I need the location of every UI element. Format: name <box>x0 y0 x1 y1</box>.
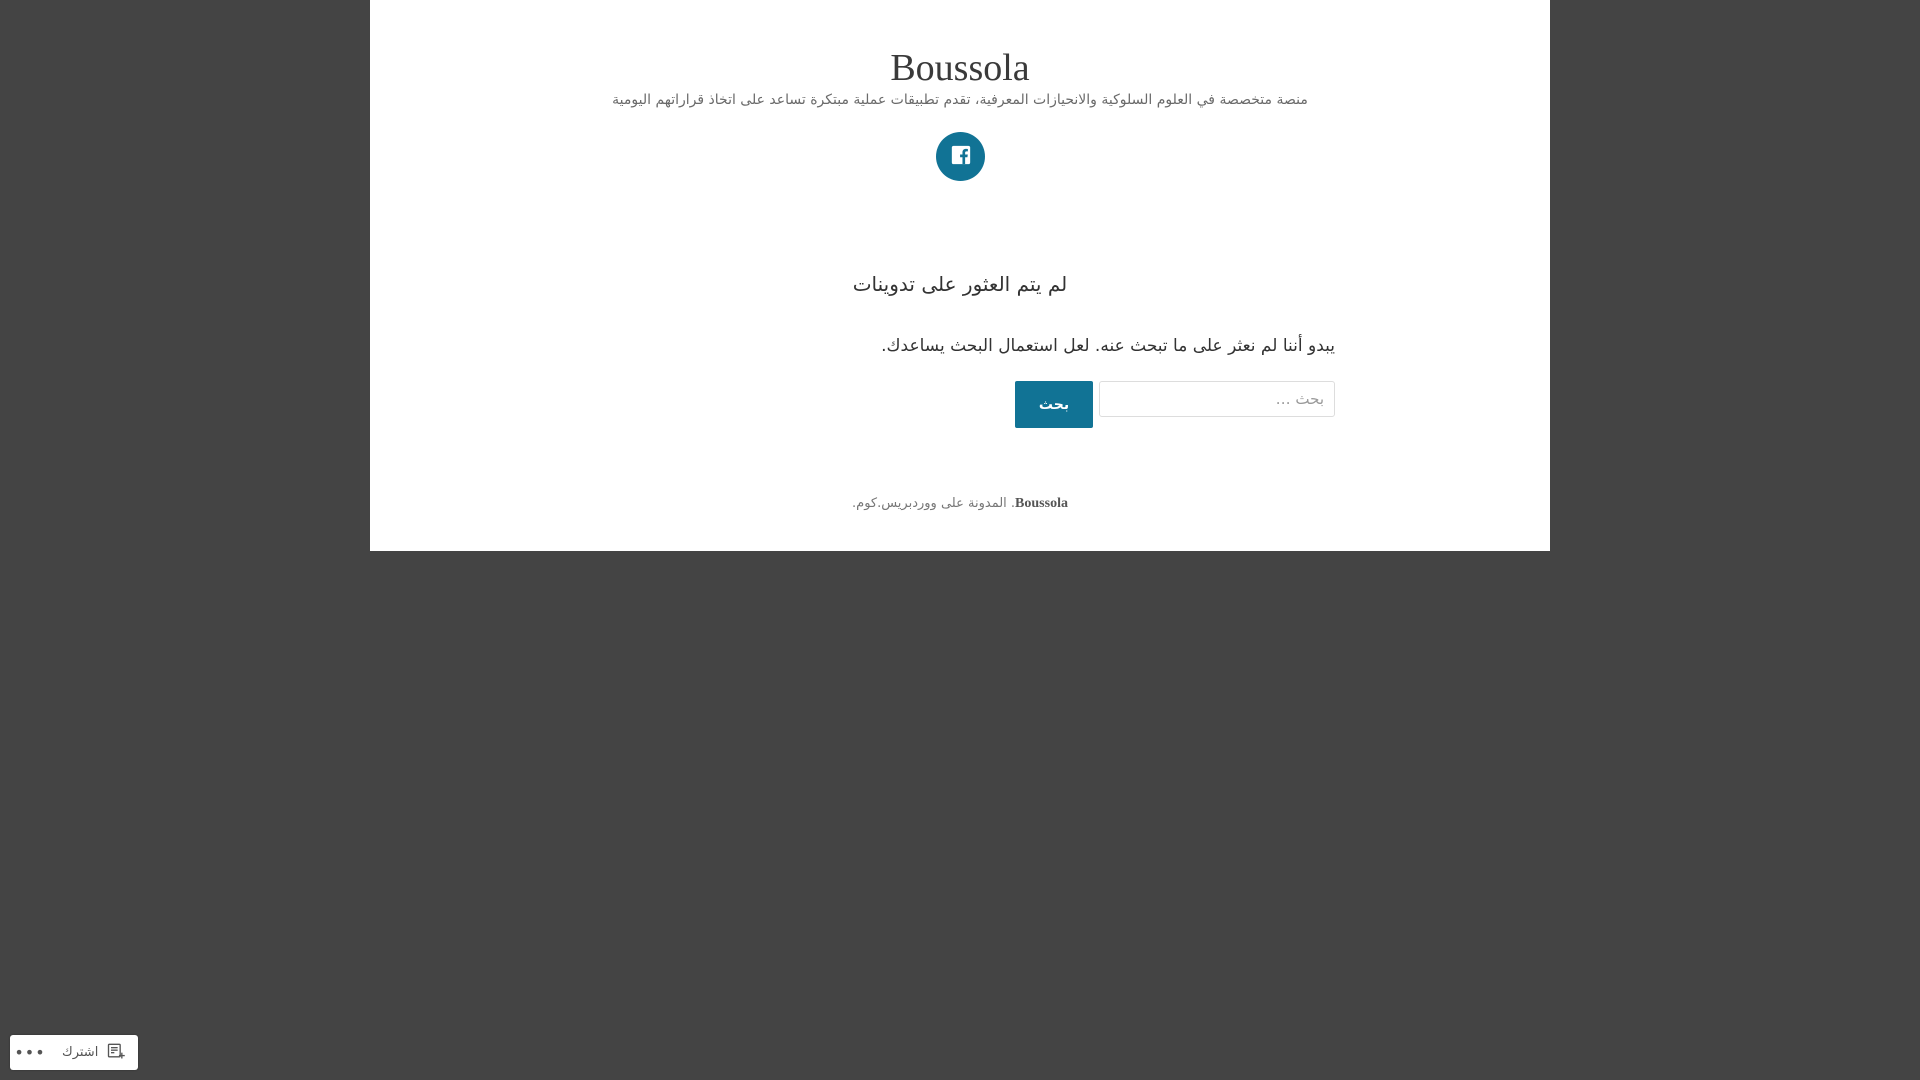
more-actions-button[interactable] <box>10 1035 50 1070</box>
footer-site-link[interactable]: Boussola <box>1015 496 1068 511</box>
facebook-link[interactable] <box>936 132 985 181</box>
site-tagline: منصة متخصصة في العلوم السلوكية والانحيازات المعرفية، تقدم تطبيقات عملية مبتكرة تساعد على اتخاذ قراراتهم اليومية <box>612 92 1308 108</box>
search-input[interactable] <box>1099 381 1335 417</box>
facebook-icon <box>950 144 972 170</box>
no-posts-title: لم يتم العثور على تدوينات <box>852 272 1068 296</box>
site-title[interactable]: Boussola <box>890 47 1030 89</box>
page-container <box>370 0 1550 551</box>
reader-follow-icon <box>106 1041 126 1065</box>
ellipsis-icon: ••• <box>14 1043 46 1062</box>
site-footer <box>370 496 1550 512</box>
subscribe-label: اشترك <box>62 1045 99 1060</box>
footer-text: . المدونة على ووردبريس.كوم. <box>852 496 1016 511</box>
search-form <box>1015 381 1335 428</box>
search-button[interactable]: بحث <box>1015 381 1093 428</box>
subscribe-bar <box>10 1035 138 1070</box>
subscribe-button[interactable] <box>50 1035 126 1070</box>
no-results-message: يبدو أننا لم نعثر على ما تبحث عنه. لعل استعمال البحث يساعدك. <box>881 336 1335 356</box>
